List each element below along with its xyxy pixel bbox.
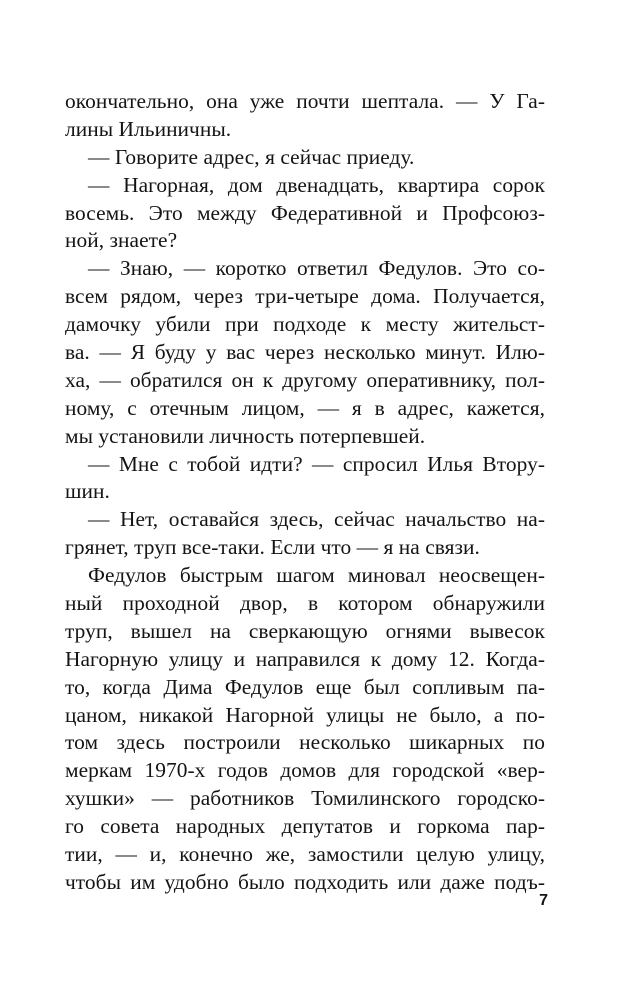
text-line: Федулов быстрым шагом миновал неосвещен- xyxy=(88,563,545,588)
text-line: — Говорите адрес, я сейчас приеду. xyxy=(88,144,415,169)
text-line: Нагорную улицу и направился к дому 12. Когда- xyxy=(65,646,545,671)
text-line: ха, — обратился он к другому оперативнику, пол- xyxy=(65,367,545,392)
text-line: всем рядом, через три-четыре дома. Получается, xyxy=(65,284,545,309)
text-line: — Знаю, — коротко ответил Федулов. Это со- xyxy=(88,256,545,281)
text-line: труп, вышел на сверкающую огнями вывесок xyxy=(65,618,545,643)
page-number: 7 xyxy=(539,892,548,909)
text-line: чтобы им удобно было подходить или даже подъ- xyxy=(65,869,545,894)
text-line: ной, знаете? xyxy=(65,228,178,253)
text-line: ва. — Я буду у вас через несколько минут. Илю- xyxy=(65,340,545,365)
text-line: то, когда Дима Федулов еще был сопливым па- xyxy=(65,674,545,699)
text-line: восемь. Это между Федеративной и Профсоюз- xyxy=(65,200,545,225)
text-line: окончательно, она уже почти шептала. — У Га- xyxy=(65,89,545,113)
text-line: тии, — и, конечно же, замостили целую улицу, xyxy=(65,842,545,867)
text-line: дамочку убили при подходе к месту жительст- xyxy=(65,312,545,337)
text-line: — Мне с тобой идти? — спросил Илья Втору- xyxy=(88,451,545,476)
text-line: цаном, никакой Нагорной улицы не было, а по- xyxy=(65,702,545,727)
text-line: го совета народных депутатов и горкома пар- xyxy=(65,814,545,839)
text-line: мы установили личность потерпевшей. xyxy=(65,423,426,448)
text-line: меркам 1970-х годов домов для городской «вер- xyxy=(65,758,545,783)
text-line: лины Ильиничны. xyxy=(65,116,232,141)
text-line: — Нагорная, дом двенадцать, квартира сорок xyxy=(88,172,545,197)
text-line: том здесь построили несколько шикарных по xyxy=(65,730,545,755)
text-line: шин. xyxy=(65,479,110,504)
text-line: грянет, труп все-таки. Если что — я на связи. xyxy=(65,535,480,560)
text-line: ный проходной двор, в котором обнаружили xyxy=(65,591,545,616)
text-line: хушки» — работников Томилинского городско- xyxy=(65,786,545,811)
text-line: ному, с отечным лицом, — я в адрес, кажется, xyxy=(65,395,545,420)
body-text xyxy=(65,88,545,897)
text-line: — Нет, оставайся здесь, сейчас начальство на- xyxy=(88,507,545,532)
